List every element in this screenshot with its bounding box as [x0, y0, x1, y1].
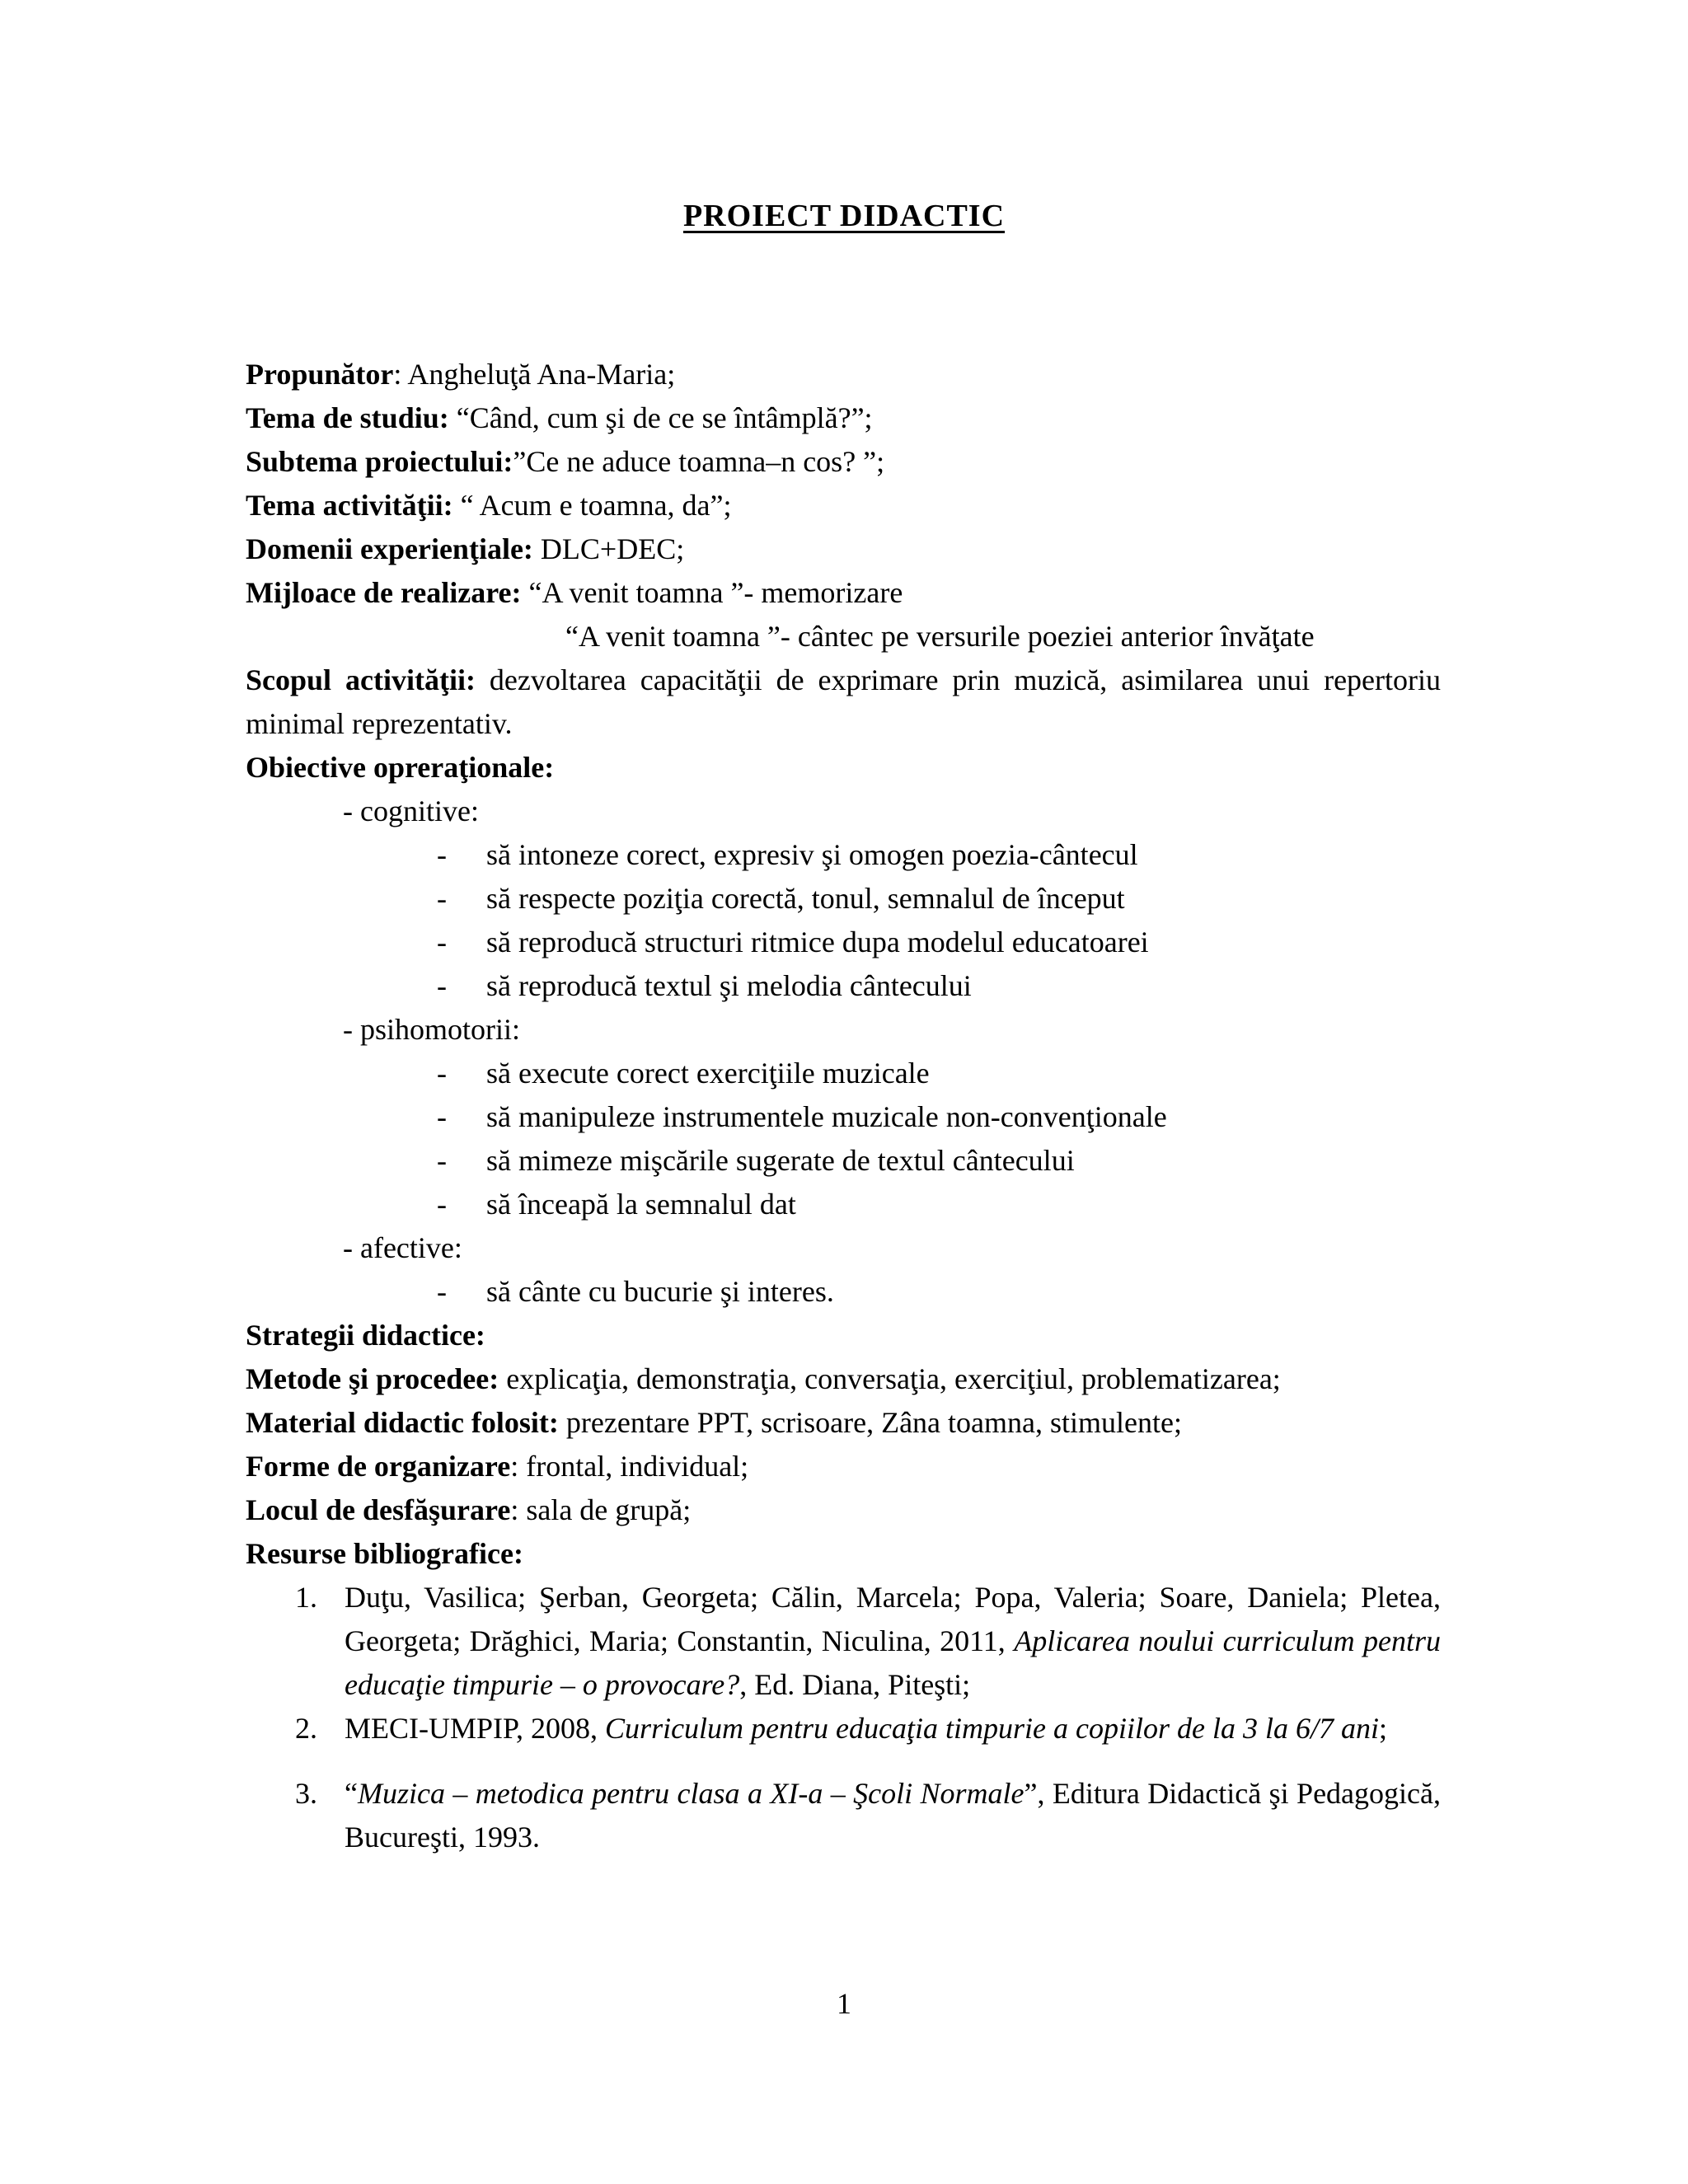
list-dash: -: [437, 1100, 447, 1133]
field-value: “Când, cum şi de ce se întâmplă?”;: [448, 401, 873, 434]
field-label: Forme de organizare: [246, 1450, 511, 1483]
field-tema-activitatii: [246, 484, 1441, 527]
field-forme: [246, 1445, 1441, 1488]
document-body: [246, 353, 1441, 1859]
list-number: 1.: [295, 1581, 317, 1614]
list-item-text: să reproducă textul şi melodia cântecului: [486, 969, 972, 1002]
field-value: ”Ce ne aduce toamna–n cos? ”;: [513, 445, 885, 478]
field-tema-studiu: [246, 396, 1441, 440]
list-dash: -: [437, 1144, 447, 1177]
biblio-text: ”, Editura Didactică şi Pedagogică, Bucureşti, 1993.: [345, 1777, 1441, 1854]
list-dash: -: [437, 838, 447, 871]
objectives-psihomotorii-label: - psihomotorii:: [343, 1013, 520, 1046]
bibliography-list: [246, 1576, 1441, 1859]
document-title: PROIECT DIDACTIC: [682, 199, 1006, 233]
field-value: : sala de grupă;: [510, 1493, 692, 1526]
list-item: [246, 833, 1441, 877]
field-value: DLC+DEC;: [532, 532, 685, 565]
field-mijloace: [246, 571, 1441, 615]
list-item: [246, 1183, 1441, 1226]
strategies-heading: Strategii didactice:: [246, 1319, 485, 1352]
list-item: [246, 921, 1441, 964]
field-label: Subtema proiectului:: [246, 445, 513, 478]
objectives-heading: Obiective opreraţionale:: [246, 751, 555, 784]
list-number: 3.: [295, 1777, 317, 1810]
field-label: Mijloace de realizare:: [246, 576, 522, 609]
list-item: [246, 1095, 1441, 1139]
list-item-text: să execute corect exerciţiile muzicale: [486, 1057, 930, 1090]
field-label: Material didactic folosit:: [246, 1406, 559, 1439]
field-material: [246, 1401, 1441, 1445]
bibliography-item: [246, 1772, 1441, 1859]
field-value: “ Acum e toamna, da”;: [452, 489, 732, 522]
field-locul: [246, 1488, 1441, 1532]
list-item-text: să înceapă la semnalul dat: [486, 1188, 796, 1221]
field-label: Tema activităţii:: [246, 489, 453, 522]
biblio-text: “: [345, 1777, 358, 1810]
biblio-title: Curriculum pentru educaţia timpurie a copiilor de la 3 la 6/7 ani: [605, 1712, 1379, 1745]
list-dash: -: [437, 882, 447, 915]
list-dash: -: [437, 926, 447, 958]
list-item-text: să manipuleze instrumentele muzicale non-convenţionale: [486, 1100, 1167, 1133]
field-label: Domenii experienţiale:: [246, 532, 533, 565]
field-subtema: [246, 440, 1441, 484]
field-propunator: [246, 353, 1441, 396]
page-number: 1: [837, 1987, 851, 2020]
list-item-text: să respecte poziţia corectă, tonul, semnalul de început: [486, 882, 1125, 915]
objectives-cognitive-label: - cognitive:: [343, 794, 479, 827]
list-item: [246, 1270, 1441, 1314]
field-value: dezvoltarea capacităţii de exprimare prin muzică, asimilarea unui repertoriu minimal reprezentativ.: [246, 663, 1442, 740]
bibliography-heading: Resurse bibliografice:: [246, 1537, 523, 1570]
field-scopul: [246, 658, 1441, 746]
list-dash: -: [437, 1188, 447, 1221]
field-domenii: [246, 527, 1441, 571]
list-item: [246, 1052, 1441, 1095]
list-number: 2.: [295, 1712, 317, 1745]
objectives-afective-label: - afective:: [343, 1231, 462, 1264]
list-item: [246, 1139, 1441, 1183]
field-label: Scopul activităţii:: [246, 663, 476, 696]
field-value: “A venit toamna ”- memorizare: [521, 576, 903, 609]
field-value: prezentare PPT, scrisoare, Zâna toamna, stimulente;: [558, 1406, 1182, 1439]
biblio-text: ;: [1378, 1712, 1387, 1745]
field-value: : Angheluţă Ana-Maria;: [393, 358, 676, 391]
field-value: explicaţia, demonstraţia, conversaţia, exerciţiul, problematizarea;: [499, 1362, 1281, 1395]
field-label: Propunător: [246, 358, 394, 391]
list-dash: -: [437, 969, 447, 1002]
bibliography-item: [246, 1707, 1441, 1750]
list-item-text: să intoneze corect, expresiv şi omogen poezia-cântecul: [486, 838, 1138, 871]
biblio-title: Aplicarea noului curriculum pentru educaţie timpurie – o provocare?: [345, 1624, 1441, 1701]
biblio-text: Duţu, Vasilica; Şerban, Georgeta; Călin, Marcela; Popa, Valeria; Soare, Daniela; Pletea, Georgeta; Drăghici, Maria; Constantin, Niculina, 2011,: [345, 1581, 1441, 1657]
field-label: Locul de desfăşurare: [246, 1493, 511, 1526]
biblio-title: Muzica – metodica pentru clasa a XI-a – Şcoli Normale: [357, 1777, 1025, 1810]
list-dash: -: [437, 1275, 447, 1308]
field-label: Metode şi procedee:: [246, 1362, 499, 1395]
list-item: [246, 877, 1441, 921]
biblio-text: , Ed. Diana, Piteşti;: [739, 1668, 971, 1701]
list-item-text: să reproducă structuri ritmice dupa modelul educatoarei: [486, 926, 1149, 958]
list-item-text: să cânte cu bucurie şi interes.: [486, 1275, 834, 1308]
list-dash: -: [437, 1057, 447, 1090]
field-label: Tema de studiu:: [246, 401, 449, 434]
field-value: : frontal, individual;: [510, 1450, 749, 1483]
list-item: [246, 964, 1441, 1008]
field-metode: [246, 1357, 1441, 1401]
list-item-text: să mimeze mişcările sugerate de textul cântecului: [486, 1144, 1075, 1177]
field-mijloace-continuation: “A venit toamna ”- cântec pe versurile poeziei anterior învăţate: [565, 620, 1315, 653]
bibliography-item: [246, 1576, 1441, 1707]
biblio-text: MECI-UMPIP, 2008,: [345, 1712, 606, 1745]
